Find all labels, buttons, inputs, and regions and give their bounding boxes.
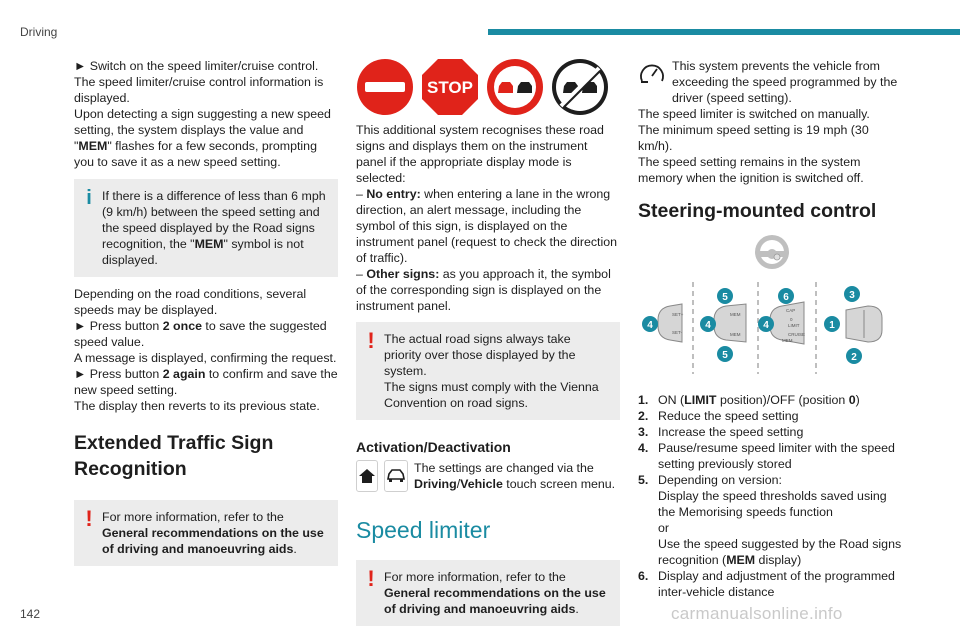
list-item: 4. Pause/resume speed limiter with the speed setting previously stored <box>638 441 895 471</box>
list-item: 1. ON (LIMIT position)/OFF (position 0) <box>638 393 860 407</box>
svg-text:CAP: CAP <box>786 308 796 313</box>
section-heading: Steering-mounted control <box>638 200 877 222</box>
svg-text:4: 4 <box>705 320 711 331</box>
svg-text:2: 2 <box>851 352 857 363</box>
svg-text:0: 0 <box>790 317 793 322</box>
list-item: 3. Increase the speed setting <box>638 425 804 439</box>
stalk-side <box>846 306 882 342</box>
callout-badge <box>717 346 733 362</box>
warning-note: ! For more information, refer to the General recommendations on the use of driving and manoeuvring aids. <box>356 560 620 626</box>
section-title: Driving <box>20 25 58 39</box>
callout-badge <box>846 348 862 364</box>
callout-badge <box>700 316 716 332</box>
callout-badge <box>844 286 860 302</box>
svg-text:MEM: MEM <box>730 312 741 317</box>
watermark: carmanualsonline.info <box>671 604 843 623</box>
end-no-overtaking-sign-icon <box>551 58 609 116</box>
list-item: 5. Depending on version: Display the speed thresholds saved using the Memorising speeds function or Use the speed suggested by the Road signs recognition (MEM display) <box>638 473 902 567</box>
warning-icon: ! <box>367 328 375 353</box>
paragraph: ► Press button 2 again to confirm and save the new speed setting. <box>74 367 338 397</box>
section-heading: Extended Traffic Sign Recognition <box>74 432 274 480</box>
sub-heading: Activation/Deactivation <box>356 439 511 455</box>
column-3 <box>638 58 906 600</box>
warning-note: ! The actual road signs always take priority over those displayed by the system. The signs must comply with the Vienna Convention on road signs. <box>356 322 620 420</box>
warning-icon: ! <box>367 566 375 591</box>
svg-text:1: 1 <box>829 320 835 331</box>
paragraph: The minimum speed setting is 19 mph (30 km/h). <box>638 123 869 153</box>
svg-text:4: 4 <box>647 320 653 331</box>
svg-text:LIMIT: LIMIT <box>788 323 800 328</box>
svg-text:SET+: SET+ <box>672 312 684 317</box>
paragraph: This additional system recognises these road signs and displays them on the instrument panel if the appropriate display mode is selected: <box>356 123 604 185</box>
paragraph: Depending on the road conditions, several speeds may be displayed. <box>74 287 307 317</box>
no-entry-sign-icon <box>356 58 414 116</box>
callout-badge <box>778 288 794 304</box>
column-1 <box>74 58 338 566</box>
callout-badge <box>758 316 774 332</box>
section-heading: Speed limiter <box>356 517 491 543</box>
svg-text:3: 3 <box>849 290 855 301</box>
callout-badge <box>642 316 658 332</box>
info-icon: i <box>86 187 92 209</box>
svg-text:6: 6 <box>783 292 789 303</box>
paragraph: The speed setting remains in the system memory when the ignition is switched off. <box>638 155 864 185</box>
list-item: 6. Display and adjustment of the programmed inter-vehicle distance <box>638 569 895 599</box>
callout-badge <box>717 288 733 304</box>
svg-text:SET-: SET- <box>672 330 683 335</box>
list-item: 2. Reduce the speed setting <box>638 409 799 423</box>
svg-text:MEM: MEM <box>730 332 741 337</box>
svg-text:5: 5 <box>722 350 728 361</box>
paragraph: The display then reverts to its previous state. <box>74 399 320 413</box>
road-signs-row <box>356 58 620 116</box>
warning-icon: ! <box>85 506 93 531</box>
svg-text:MEM: MEM <box>782 338 793 343</box>
callout-badge <box>824 316 840 332</box>
stalk-right <box>770 302 805 344</box>
svg-text:5: 5 <box>722 292 728 303</box>
steering-wheel-icon <box>638 230 906 274</box>
paragraph: This system prevents the vehicle from exceeding the speed programmed by the driver (speed setting). <box>672 59 898 105</box>
paragraph: – Other signs: as you approach it, the symbol of the corresponding sign is displayed on the instrument panel. <box>356 267 611 313</box>
paragraph: A message is displayed, confirming the request. <box>74 351 337 365</box>
no-overtaking-sign-icon <box>486 58 544 116</box>
stop-sign-icon <box>421 58 479 116</box>
speed-limiter-intro <box>638 58 906 106</box>
speedometer-icon <box>638 58 666 90</box>
activation-row: The settings are changed via the Driving/Vehicle touch screen menu. <box>356 460 620 492</box>
paragraph: Upon detecting a sign suggesting a new speed setting, the system displays the value and "MEM" flashes for a few seconds, prompting you to save it as a new speed setting. <box>74 107 331 169</box>
warning-note: ! For more information, refer to the General recommendations on the use of driving and manoeuvring aids. <box>74 500 338 566</box>
control-stalk-diagram <box>638 280 906 376</box>
paragraph: – No entry: when entering a lane in the wrong direction, an alert message, including the symbol of this sign, is displayed on the instrument panel (request to check the direction of traffic). <box>356 187 618 265</box>
svg-text:CRUISE: CRUISE <box>788 332 806 337</box>
stalk-left <box>658 304 684 342</box>
header-accent-bar <box>488 29 960 35</box>
svg-text:4: 4 <box>763 320 769 331</box>
paragraph: The speed limiter is switched on manually. <box>638 107 870 121</box>
info-note: i If there is a difference of less than 6 mph (9 km/h) between the speed setting and the speed displayed by the Road signs recognition, the "MEM" symbol is not displayed. <box>74 179 338 277</box>
control-legend-list <box>638 392 906 600</box>
paragraph: ► Switch on the speed limiter/cruise control. The speed limiter/cruise control information is displayed. <box>74 59 324 105</box>
stop-sign-text: STOP <box>427 78 473 97</box>
page-number: 142 <box>20 607 41 621</box>
home-icon <box>356 460 378 492</box>
stalk-middle <box>714 304 746 342</box>
paragraph: ► Press button 2 once to save the suggested speed value. <box>74 319 327 349</box>
car-icon <box>384 460 408 492</box>
column-2 <box>356 58 620 626</box>
